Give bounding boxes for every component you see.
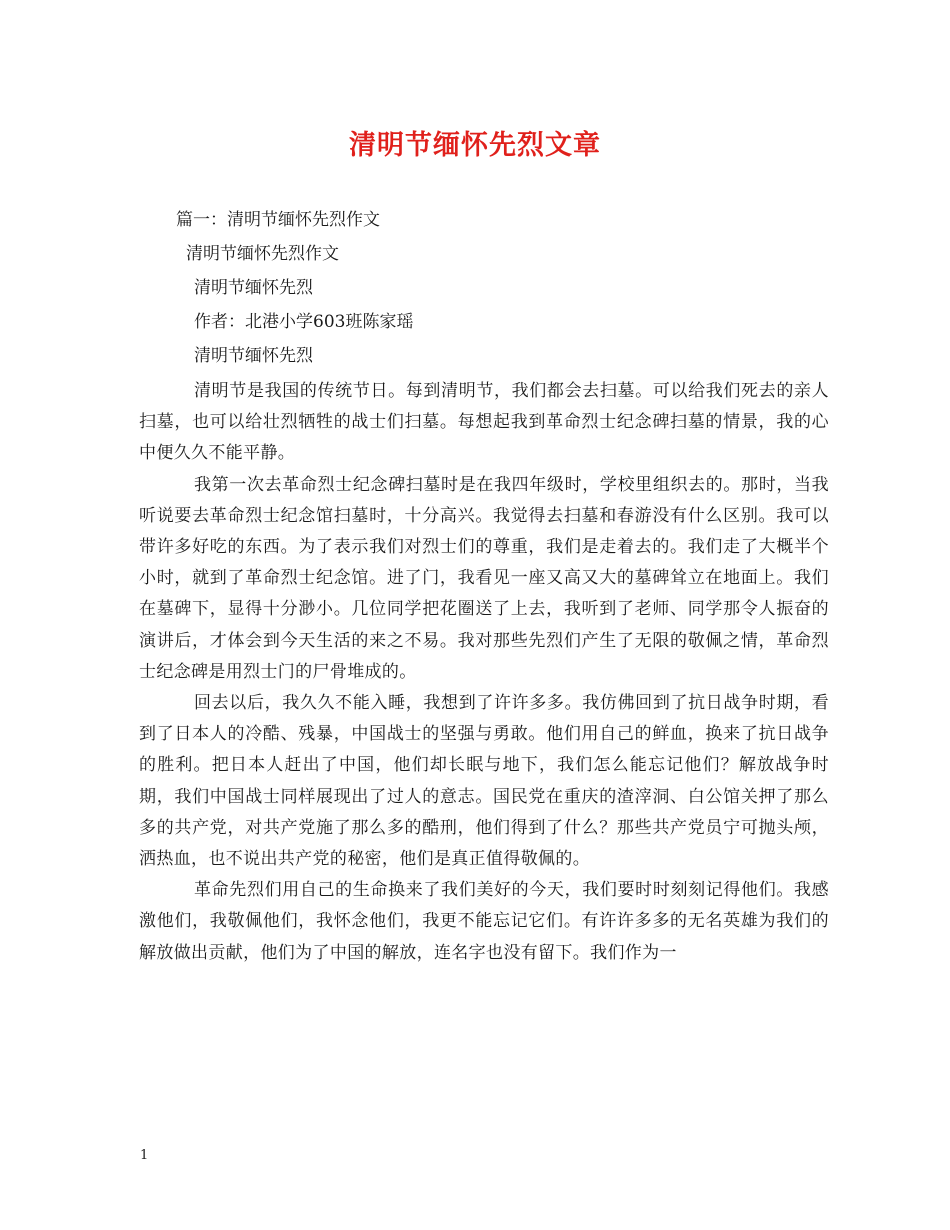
paragraph-4: 革命先烈们用自己的生命换来了我们美好的今天，我们要时时刻刻记得他们。我感激他们，我敬佩他们，我怀念他们，我更不能忘记它们。有许许多多的无名英雄为我们的解放做出贡献，他们为了中国的解放，连名字也没有留下。我们作为一 [139, 880, 829, 963]
document-title: 清明节缅怀先烈文章 [349, 130, 601, 161]
heading-line-2: 清明节缅怀先烈作文 [186, 244, 339, 264]
page-number: 1 [140, 1148, 149, 1163]
author-line: 作者：北港小学603班陈家瑶 [194, 312, 414, 332]
paragraph-2: 我第一次去革命烈士纪念碑扫墓时是在我四年级时，学校里组织去的。那时，当我听说要去革命烈士纪念馆扫墓时，十分高兴。我觉得去扫墓和春游没有什么区别。我可以带许多好吃的东西。为了表示我们对烈士们的尊重，我们是走着去的。我们走了大概半个小时，就到了革命烈士纪念馆。进了门，我看见一座又高又大的墓碑耸立在地面上。我们在墓碑下，显得十分渺小。几位同学把花圈送了上去，我听到了老师、同学那令人振奋的演讲后，才体会到今天生活的来之不易。我对那些先烈们产生了无限的敬佩之情，革命烈士纪念碑是用烈士门的尸骨堆成的。 [139, 474, 829, 682]
heading-line-1: 篇一：清明节缅怀先烈作文 [176, 210, 380, 230]
heading-line-5: 清明节缅怀先烈 [194, 346, 313, 366]
paragraph-3: 回去以后，我久久不能入睡，我想到了许许多多。我仿佛回到了抗日战争时期，看到了日本人的冷酷、残暴，中国战士的坚强与勇敢。他们用自己的鲜血，换来了抗日战争的胜利。把日本人赶出了中国，他们却长眠与地下，我们怎么能忘记他们？解放战争时期，我们中国战士同样展现出了过人的意志。国民党在重庆的渣滓洞、白公馆关押了那么多的共产党，对共产党施了那么多的酷刑，他们得到了什么？那些共产党员宁可抛头颅，洒热血，也不说出共产党的秘密，他们是真正值得敬佩的。 [139, 693, 829, 870]
paragraph-1: 清明节是我国的传统节日。每到清明节，我们都会去扫墓。可以给我们死去的亲人扫墓，也可以给壮烈牺牲的战士们扫墓。每想起我到革命烈士纪念碑扫墓的情景，我的心中便久久不能平静。 [139, 381, 829, 464]
article-body [139, 376, 829, 969]
heading-line-3: 清明节缅怀先烈 [194, 278, 313, 298]
